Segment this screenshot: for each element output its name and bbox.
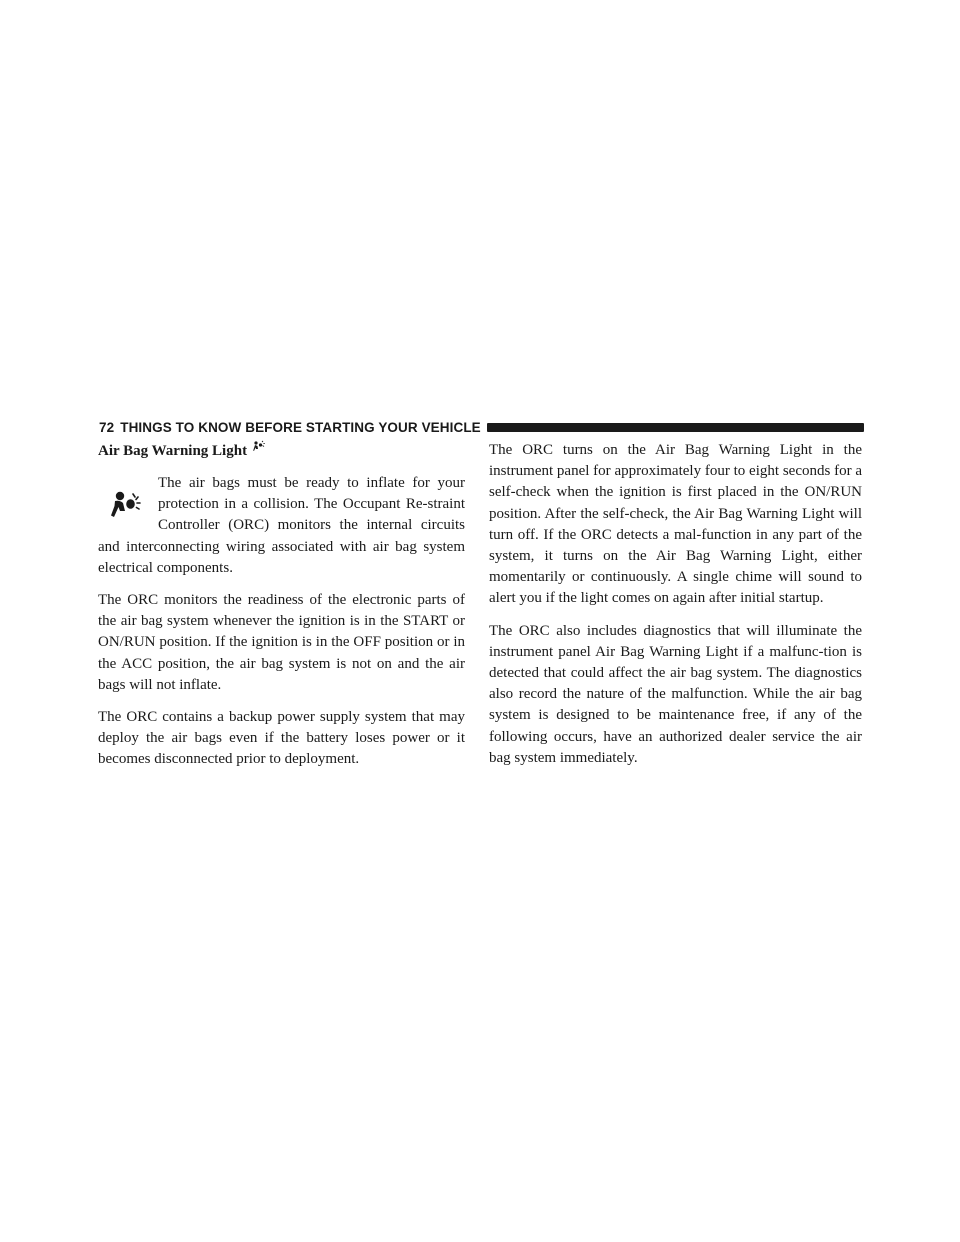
section-title	[98, 440, 465, 462]
left-column	[98, 440, 465, 782]
running-title: THINGS TO KNOW BEFORE STARTING YOUR VEHICLE	[120, 419, 481, 435]
section-title-text: Air Bag Warning Light	[98, 443, 248, 459]
paragraph: The air bags must be ready to inflate for your protection in a collision. The Occupant Re-straint Controller (ORC) monitors the internal circuits and interconnecting wiring associated with air bag system electrical components.	[98, 475, 465, 576]
page-number: 72	[99, 419, 115, 435]
airbag-warning-icon	[253, 440, 265, 454]
header-rule	[487, 423, 864, 432]
right-column	[489, 440, 862, 780]
intro-block	[98, 473, 465, 579]
paragraph: The ORC turns on the Air Bag Warning Light in the instrument panel for approximately four to eight seconds for a self-check when the ignition is first placed in the ON/RUN position. After the self-check, the Air Bag Warning Light will turn off. If the ORC detects a mal-function in any part of the system, it turns on the Air Bag Warning Light, either momentarily or continuously. A single chime will sound to alert you if the light comes on again after initial startup.	[489, 442, 862, 607]
paragraph: The ORC contains a backup power supply system that may deploy the air bags even if the battery loses power or it becomes disconnected prior to deployment.	[98, 709, 465, 768]
airbag-warning-icon	[108, 489, 144, 525]
paragraph: The ORC also includes diagnostics that will illuminate the instrument panel Air Bag Warning Light if a malfunc-tion is detected that could affect the air bag system. The diagnostics also record the nature of the malfunction. While the air bag system is designed to be maintenance free, if any of the following occurs, have an authorized dealer service the air bag system immediately.	[489, 622, 862, 766]
paragraph: The ORC monitors the readiness of the electronic parts of the air bag system whenever the ignition is in the START or ON/RUN position. If the ignition is in the OFF position or in the ACC position, the air bag system is not on and the air bags will not inflate.	[98, 592, 465, 693]
running-header	[99, 418, 864, 436]
